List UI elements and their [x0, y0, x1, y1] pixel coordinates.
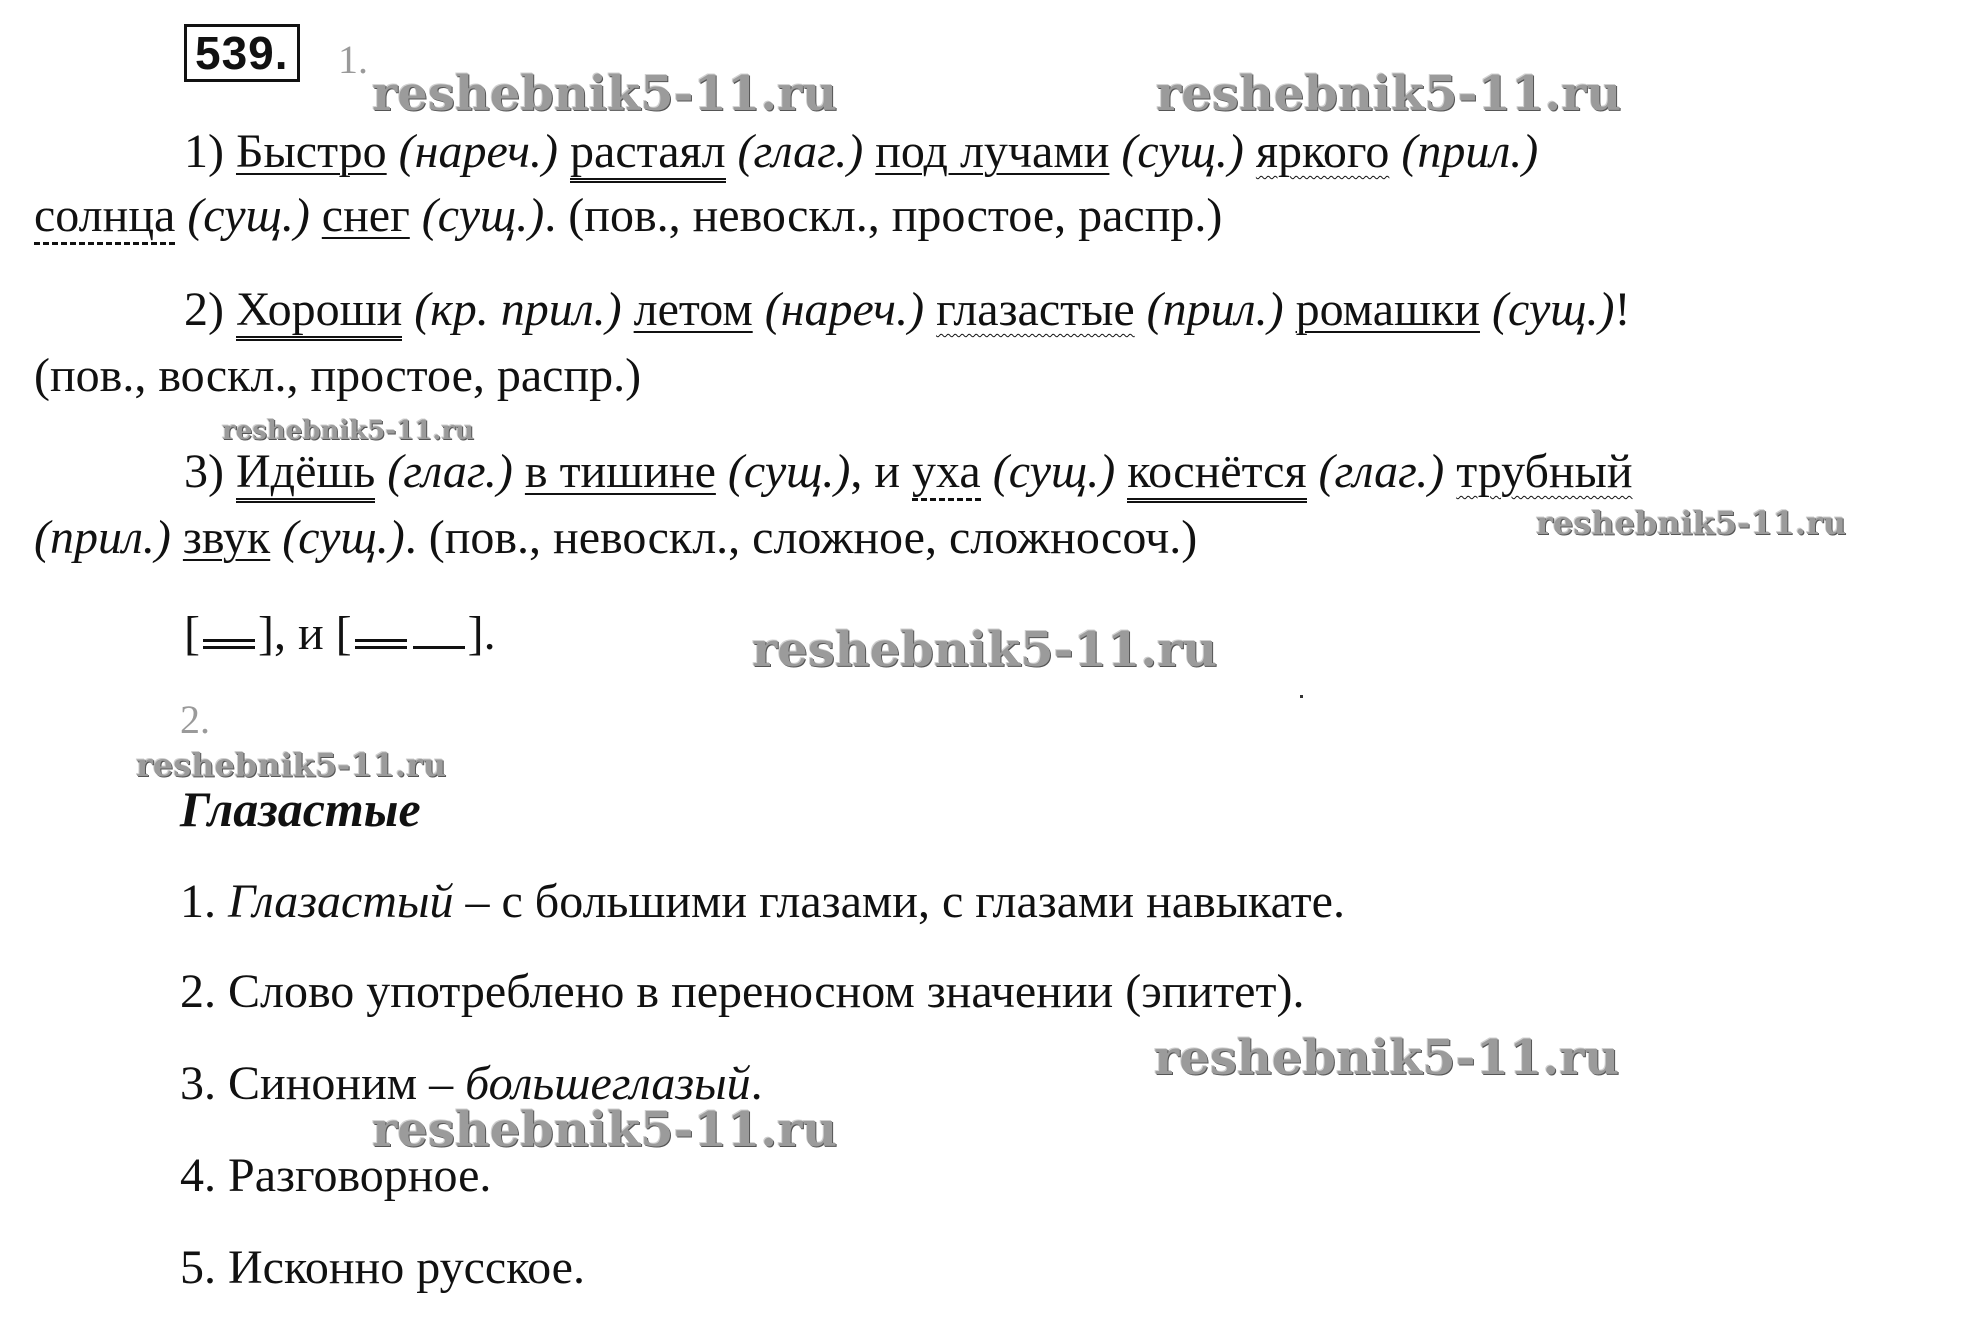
scheme-end: ].	[467, 607, 496, 660]
analysis-text: Разговорное.	[228, 1149, 492, 1202]
exercise-number: 539.	[184, 24, 300, 82]
watermark: reshebnik5-11.ru	[222, 416, 475, 446]
sentence-3-line-1	[184, 444, 1633, 500]
watermark: reshebnik5-11.ru	[372, 66, 838, 122]
pos-label: (сущ.)	[1121, 125, 1244, 178]
sentence-3-number: 3)	[184, 445, 224, 498]
analysis-end: .	[750, 1057, 763, 1110]
pos-label: (прил.)	[1401, 125, 1539, 178]
watermark: reshebnik5-11.ru	[1154, 1030, 1620, 1086]
pos-label: (нареч.)	[764, 283, 925, 336]
word-title: Глазастые	[180, 781, 421, 837]
pos-label: (прил.)	[1146, 283, 1284, 336]
sentence-1-line-1	[184, 124, 1538, 180]
analysis-number: 2.	[180, 965, 216, 1018]
pos-label: (нареч.)	[398, 125, 559, 178]
attribute-word: яркого	[1255, 125, 1390, 178]
watermark: reshebnik5-11.ru	[1536, 504, 1847, 542]
analysis-number: 1.	[180, 875, 216, 928]
scheme-subject-mark	[413, 644, 465, 649]
part-label-2: 2.	[180, 697, 210, 742]
analysis-item-5	[180, 1240, 585, 1296]
watermark: reshebnik5-11.ru	[372, 1102, 838, 1158]
object-word: солнца	[34, 189, 175, 245]
analysis-item-2	[180, 964, 1304, 1020]
pos-label: (прил.)	[34, 511, 171, 564]
subject-word: ромашки	[1295, 283, 1480, 336]
word: Быстро	[235, 125, 387, 178]
sentence-2-line-2	[34, 348, 641, 404]
pos-label: (сущ.)	[992, 445, 1116, 498]
analysis-text: – с большими глазами, с глазами навыкате.	[453, 875, 1345, 928]
watermark: reshebnik5-11.ru	[1156, 66, 1622, 122]
word: в тишине	[524, 445, 716, 498]
scheme-middle: ], и [	[257, 607, 352, 660]
word: под лучами	[875, 125, 1110, 178]
scheme-predicate-mark	[203, 639, 255, 649]
pos-label: (сущ.)	[187, 189, 310, 242]
object-word: уха	[912, 445, 981, 501]
sentence-1-characteristics: . (пов., невоскл., простое, распр.)	[544, 189, 1223, 242]
analysis-term: Глазастый	[228, 875, 454, 928]
conjunction: , и	[850, 445, 901, 498]
pos-label: (сущ.)	[282, 511, 405, 564]
subject-word: снег	[321, 189, 410, 242]
sentence-2-line-1	[184, 282, 1630, 338]
sentence-2-number: 2)	[184, 283, 224, 336]
exclamation: !	[1614, 283, 1631, 336]
sentence-1-line-2	[34, 188, 1222, 244]
predicate-word: Идёшь	[236, 445, 375, 503]
sentence-scheme	[184, 606, 496, 662]
analysis-text: Исконно русское.	[228, 1241, 585, 1294]
pos-label: (сущ.)	[727, 445, 851, 498]
pos-label: (глаг.)	[387, 445, 513, 498]
analysis-number: 4.	[180, 1149, 216, 1202]
analysis-text: Слово употреблено в переносном значении (эпитет).	[228, 965, 1305, 1018]
pos-label: (сущ.)	[421, 189, 545, 242]
speck	[1300, 695, 1303, 698]
pos-label: (глаг.)	[737, 125, 864, 178]
scheme-predicate-mark	[355, 639, 407, 649]
sentence-3-characteristics: . (пов., невоскл., сложное, сложносоч.)	[404, 511, 1198, 564]
pos-label: (сущ.)	[1491, 283, 1615, 336]
watermark: reshebnik5-11.ru	[752, 622, 1218, 678]
analysis-number: 3.	[180, 1057, 216, 1110]
word: летом	[633, 283, 753, 336]
pos-label: (кр. прил.)	[414, 283, 622, 336]
part-label-1: 1.	[338, 37, 368, 82]
scheme-open: [	[184, 607, 200, 660]
attribute-word: трубный	[1456, 445, 1633, 498]
sentence-2-characteristics: (пов., воскл., простое, распр.)	[34, 349, 642, 402]
analysis-item-1	[180, 874, 1345, 930]
predicate-word: Хороши	[236, 283, 402, 341]
synonym-word: большеглазый	[465, 1057, 751, 1110]
analysis-number: 5.	[180, 1241, 216, 1294]
predicate-word: растаял	[570, 125, 726, 183]
attribute-word: глазастые	[936, 283, 1135, 336]
watermark: reshebnik5-11.ru	[136, 746, 447, 784]
pos-label: (глаг.)	[1318, 445, 1445, 498]
subject-word: звук	[182, 511, 271, 564]
sentence-1-number: 1)	[184, 125, 224, 178]
predicate-word: коснётся	[1127, 445, 1306, 503]
analysis-text: Синоним –	[228, 1057, 466, 1110]
sentence-3-line-2	[34, 510, 1197, 566]
